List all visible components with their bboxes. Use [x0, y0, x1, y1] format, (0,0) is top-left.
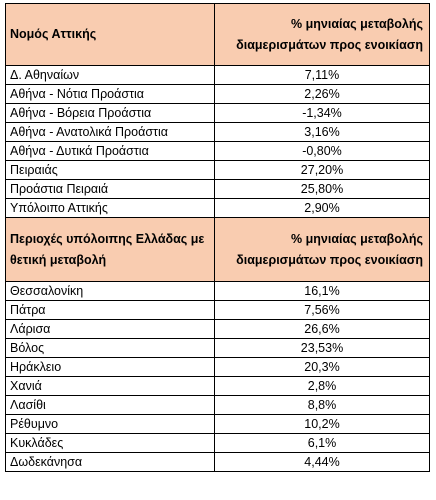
greece-region-cell: Ρέθυμνο — [6, 415, 215, 434]
attica-region-cell: Αθήνα - Ανατολικά Προάστια — [6, 123, 215, 142]
greece-region-cell: Χανιά — [6, 377, 215, 396]
greece-row — [6, 301, 430, 320]
greece-value-cell: 2,8% — [215, 377, 430, 396]
greece-row — [6, 396, 430, 415]
greece-value-cell: 4,44% — [215, 453, 430, 472]
attica-value-cell: 2,26% — [215, 85, 430, 104]
attica-row — [6, 104, 430, 123]
attica-row — [6, 66, 430, 85]
greece-region-cell: Λασίθι — [6, 396, 215, 415]
greece-region-cell: Δωδεκάνησα — [6, 453, 215, 472]
greece-row — [6, 282, 430, 301]
rent-change-table-container — [5, 3, 429, 472]
attica-region-cell: Υπόλοιπο Αττικής — [6, 199, 215, 218]
greece-value-cell: 26,6% — [215, 320, 430, 339]
greece-row — [6, 434, 430, 453]
greece-value-cell: 8,8% — [215, 396, 430, 415]
attica-row — [6, 85, 430, 104]
attica-region-cell: Πειραιάς — [6, 161, 215, 180]
attica-value-cell: 3,16% — [215, 123, 430, 142]
greece-value-cell: 7,56% — [215, 301, 430, 320]
greece-row — [6, 320, 430, 339]
greece-region-cell: Θεσσαλονίκη — [6, 282, 215, 301]
greece-row — [6, 358, 430, 377]
greece-region-cell: Κυκλάδες — [6, 434, 215, 453]
greece-header-value: % μηνιαίας μεταβολής διαμερισμάτων προς ενοικίαση — [215, 218, 430, 282]
attica-region-cell: Προάστια Πειραιά — [6, 180, 215, 199]
greece-row — [6, 339, 430, 358]
attica-value-cell: -0,80% — [215, 142, 430, 161]
attica-region-cell: Αθήνα - Βόρεια Προάστια — [6, 104, 215, 123]
attica-region-cell: Δ. Αθηναίων — [6, 66, 215, 85]
greece-header-row — [6, 218, 430, 282]
greece-row — [6, 453, 430, 472]
rent-change-table — [5, 3, 430, 472]
greece-row — [6, 377, 430, 396]
attica-region-cell: Αθήνα - Νότια Προάστια — [6, 85, 215, 104]
greece-value-cell: 16,1% — [215, 282, 430, 301]
greece-value-cell: 20,3% — [215, 358, 430, 377]
attica-header-region: Νομός Αττικής — [6, 4, 215, 66]
greece-value-cell: 23,53% — [215, 339, 430, 358]
attica-header-row — [6, 4, 430, 66]
attica-row — [6, 161, 430, 180]
attica-row — [6, 199, 430, 218]
greece-region-cell: Ηράκλειο — [6, 358, 215, 377]
attica-value-cell: 27,20% — [215, 161, 430, 180]
greece-region-cell: Βόλος — [6, 339, 215, 358]
attica-value-cell: 2,90% — [215, 199, 430, 218]
attica-value-cell: 7,11% — [215, 66, 430, 85]
attica-value-cell: -1,34% — [215, 104, 430, 123]
attica-row — [6, 142, 430, 161]
greece-row — [6, 415, 430, 434]
greece-header-region: Περιοχές υπόλοιπης Ελλάδας με θετική μεταβολή — [6, 218, 215, 282]
attica-value-cell: 25,80% — [215, 180, 430, 199]
attica-region-cell: Αθήνα - Δυτικά Προάστια — [6, 142, 215, 161]
attica-row — [6, 180, 430, 199]
attica-row — [6, 123, 430, 142]
attica-header-value: % μηνιαίας μεταβολής διαμερισμάτων προς ενοικίαση — [215, 4, 430, 66]
greece-value-cell: 10,2% — [215, 415, 430, 434]
greece-region-cell: Πάτρα — [6, 301, 215, 320]
greece-value-cell: 6,1% — [215, 434, 430, 453]
greece-region-cell: Λάρισα — [6, 320, 215, 339]
table-body — [6, 4, 430, 472]
